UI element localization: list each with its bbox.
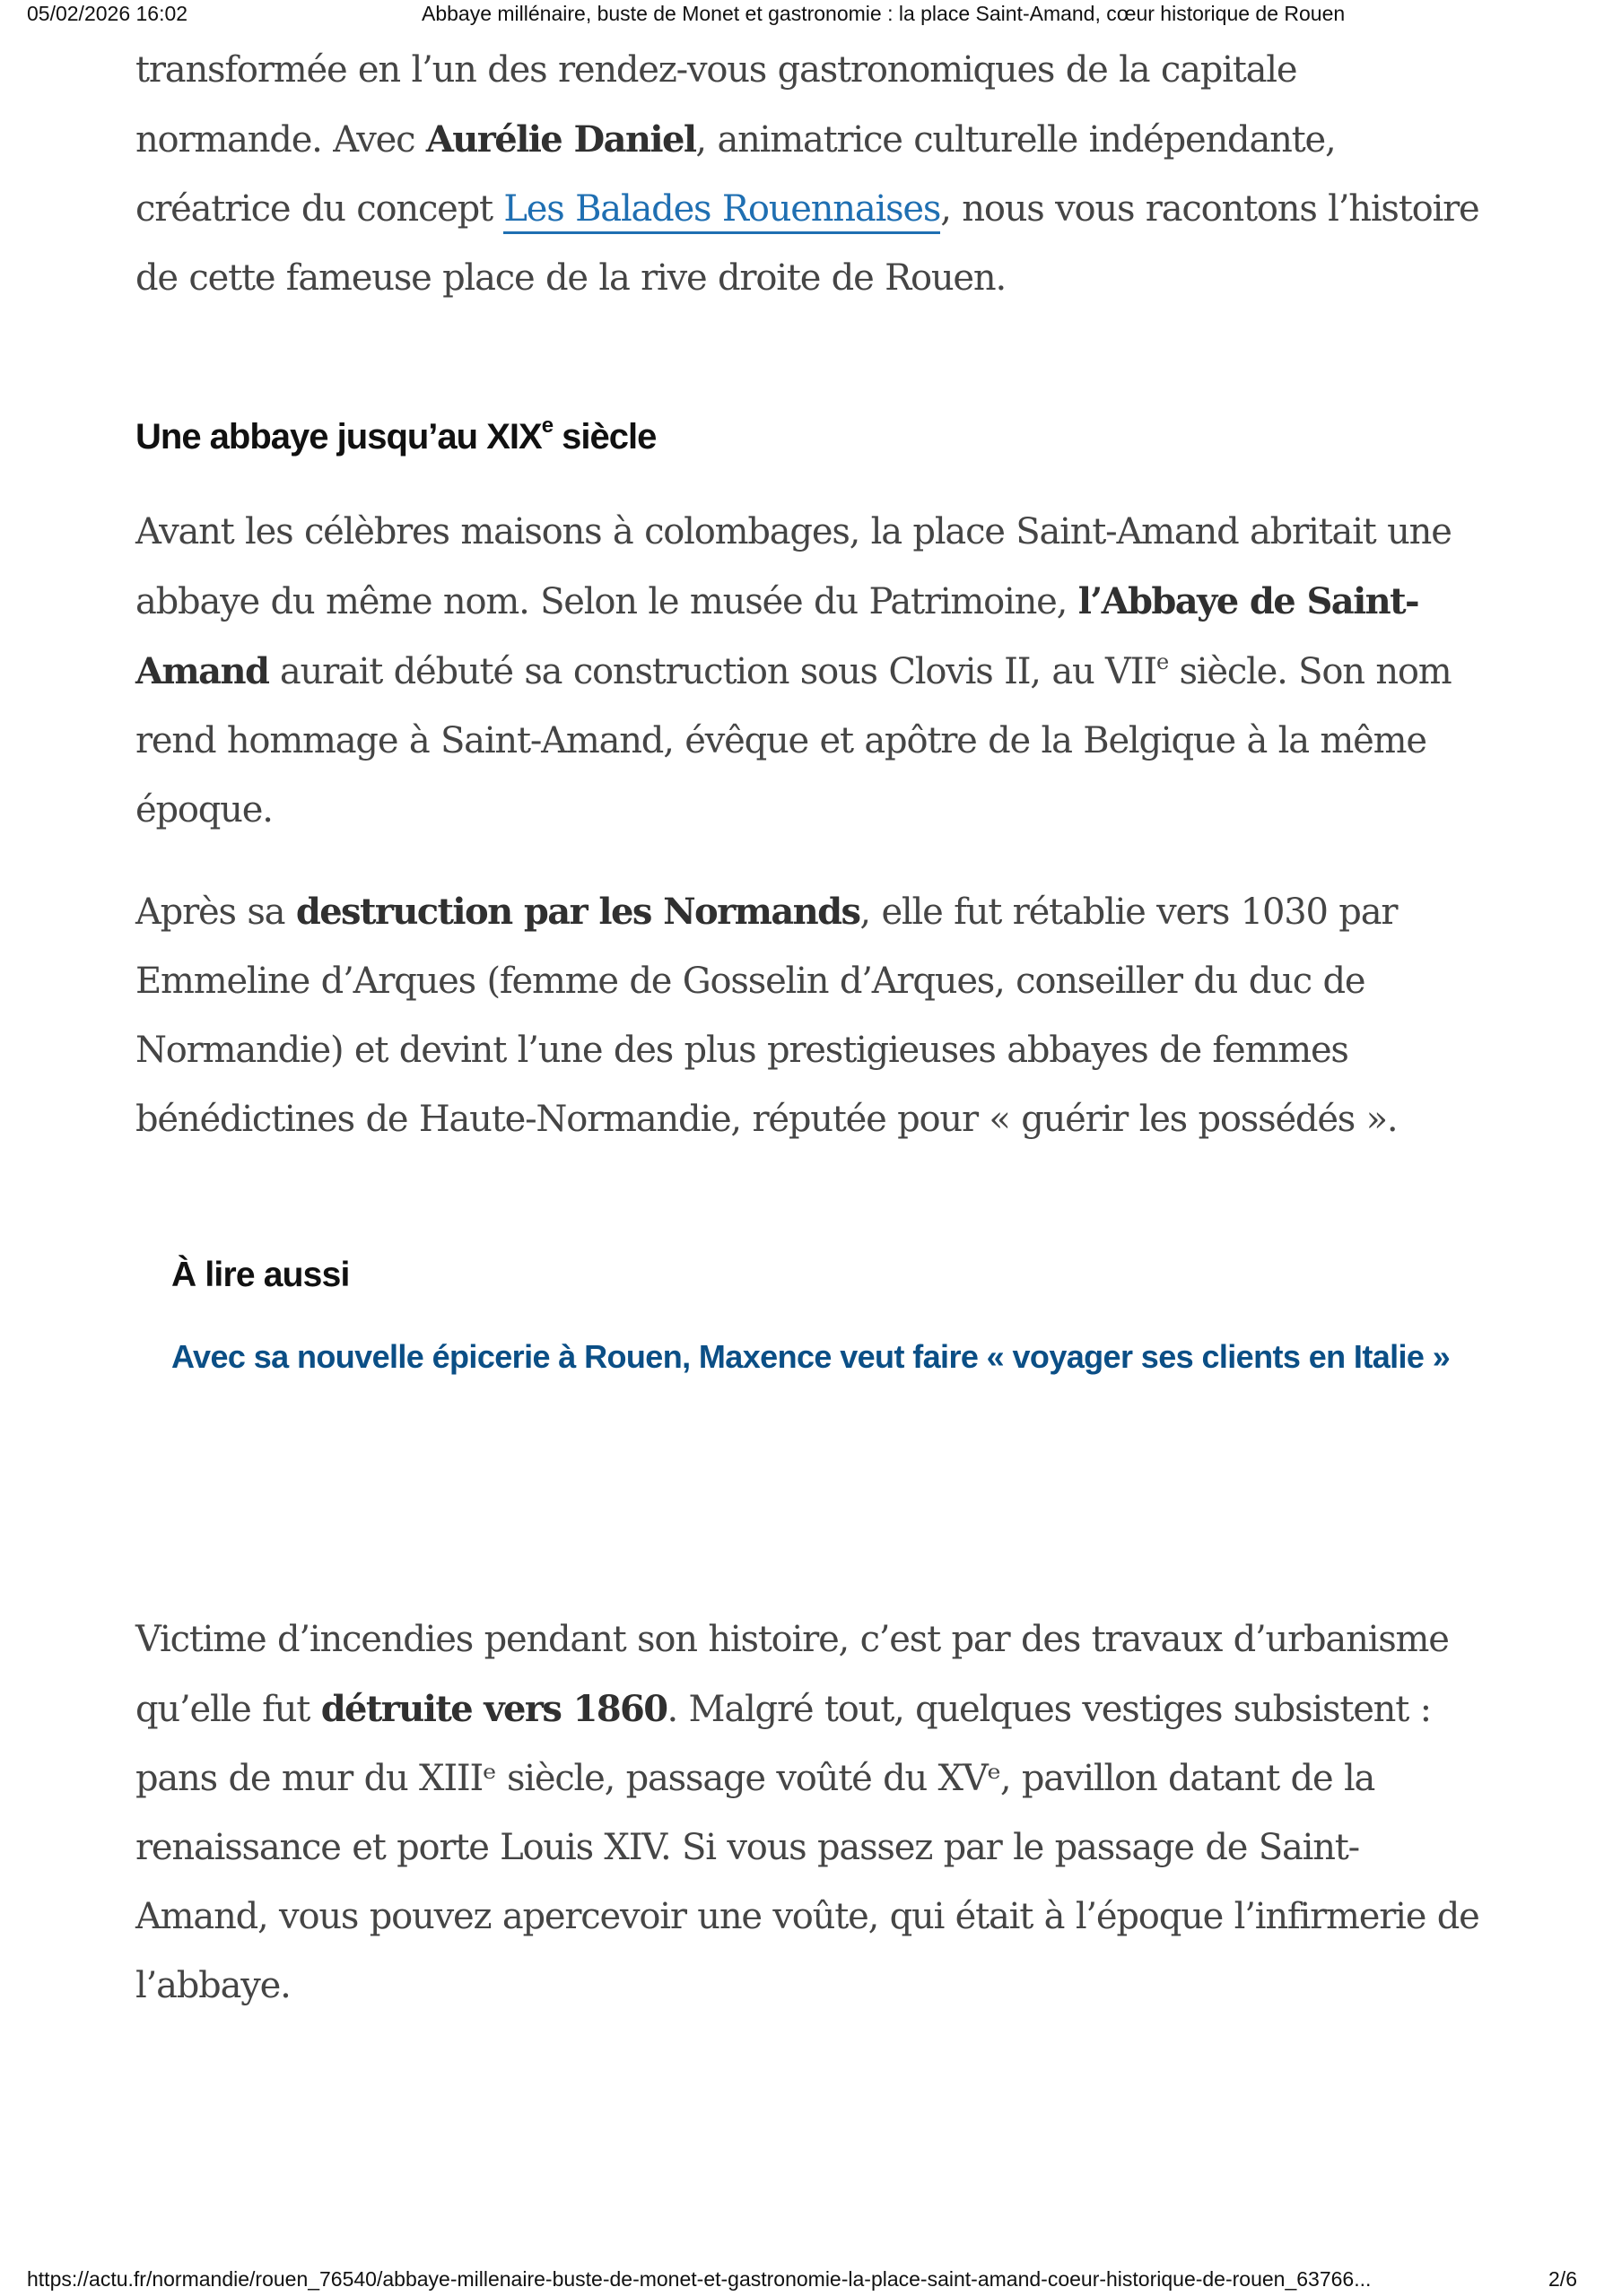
text: Après sa [135, 891, 296, 933]
bold-text: destruction par les Normands [295, 891, 860, 933]
paragraph-vestiges [135, 1605, 1481, 2021]
text: , animatrice culturelle indépendante, créatrice du concept [135, 119, 1336, 230]
text: , nous vous racontons l’histoire de cette fameuse place de la rive droite de Rouen. [135, 188, 1479, 299]
paragraph-destruction [135, 877, 1481, 1154]
bold-text: l’Abbaye de Saint-Amand [135, 580, 1419, 692]
text: . Malgré tout, quelques vestiges subsistent : pans de mur du XIIIᵉ siècle, passage voûté du XVᵉ, pavillon datant de la renaissance et porte Louis XIV. Si vous passez par le passage de Saint-Amand, vous pouvez apercevoir une voûte, qui était à l’époque l’infirmerie de l’abbaye. [135, 1689, 1479, 2006]
text: Victime d’incendies pendant son histoire, c’est par des travaux d’urbanisme qu’elle fut [135, 1619, 1449, 1730]
print-date: 05/02/2026 16:02 [27, 2, 188, 25]
text: transformée en l’un des rendez-vous gastronomiques de la capitale normande. Avec [135, 49, 1297, 161]
print-url: https://actu.fr/normandie/rouen_76540/abbaye-millenaire-buste-de-monet-et-gastronomie-la-place-saint-amand-coeur-historique-de-rouen_63766... [27, 2267, 1372, 2291]
read-also-box [171, 1256, 1481, 1388]
text: aurait débuté sa construction sous Clovis II, au VII [268, 651, 1156, 692]
print-page-title: Abbaye millénaire, buste de Monet et gastronomie : la place Saint-Amand, cœur historique de Rouen [422, 2, 1346, 25]
bold-text: détruite vers 1860 [320, 1688, 667, 1730]
section-heading [135, 413, 657, 457]
text: Avant les célèbres maisons à colombages, la place Saint-Amand abritait une abbaye du même nom. Selon le musée du Patrimoine, [135, 511, 1452, 622]
read-also-label: À lire aussi [171, 1256, 350, 1294]
balades-rouennaises-link[interactable]: Les Balades Rouennaises [503, 188, 940, 234]
print-footer [0, 2266, 1613, 2296]
heading-text: Une abbaye jusqu’au XIX [135, 417, 542, 457]
print-header [0, 0, 1613, 30]
text: siècle. Son nom rend hommage à Saint-Amand, évêque et apôtre de la Belgique à la même époque. [135, 651, 1452, 831]
page-number: 2/6 [1548, 2267, 1577, 2291]
bold-name: Aurélie Daniel [425, 118, 696, 161]
heading-text: siècle [553, 417, 657, 457]
text: , elle fut rétablie vers 1030 par Emmeline d’Arques (femme de Gosselin d’Arques, conseiller du duc de Normandie) et devint l’une des plus prestigieuses abbayes de femmes bénédictines de Haute-Normandie, réputée pour « guérir les possédés ». [135, 891, 1398, 1140]
intro-paragraph [135, 36, 1481, 313]
paragraph-abbey-origin [135, 498, 1481, 845]
read-also-link[interactable]: Avec sa nouvelle épicerie à Rouen, Maxence veut faire « voyager ses clients en Italie » [171, 1338, 1451, 1375]
superscript: e [1155, 649, 1168, 674]
superscript: e [541, 413, 554, 438]
